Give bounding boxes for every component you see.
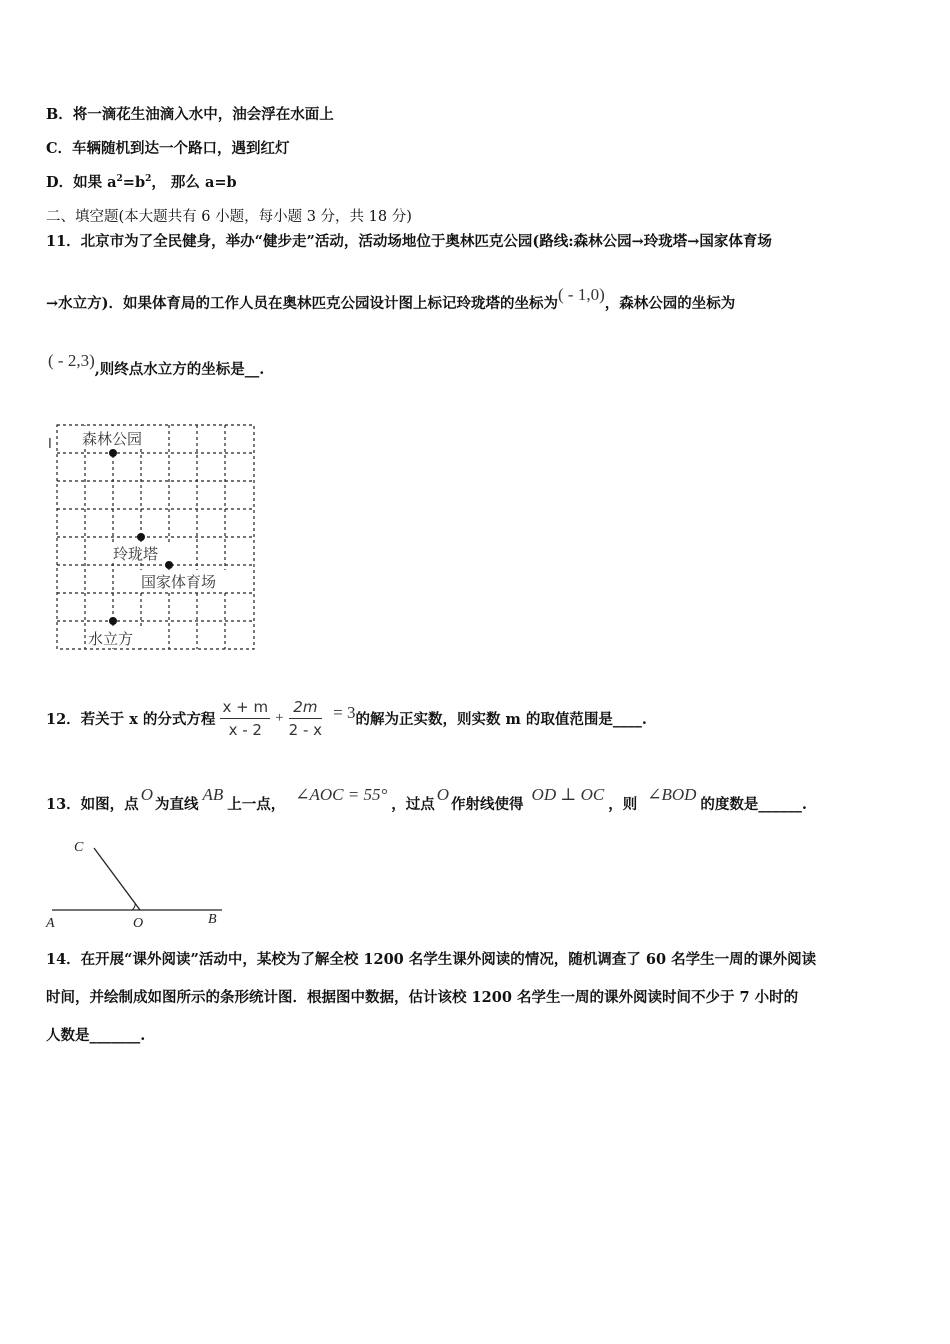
point-a-label: A (46, 916, 55, 931)
label-stadium: 国家体育场 (141, 573, 217, 591)
point-water-cube (109, 617, 117, 625)
q11-line3: ( - 2,3),则终点水立方的坐标是__. (48, 351, 265, 378)
option-c: C．车辆随机到达一个路口，遇到红灯 (46, 140, 290, 157)
label-water-cube: 水立方 (88, 630, 134, 648)
ray-oc (94, 848, 140, 910)
point-o-label: O (133, 916, 144, 931)
q14-line1: 14．在开展“课外阅读”活动中，某校为了解全校 1200 名学生课外阅读的情况，随机调查了 60 名学生一周的课外阅读 (46, 951, 817, 968)
point-forest-park (109, 449, 117, 457)
q12-fraction-1: $\frac{x + m}{x - 2}$ (222, 698, 269, 739)
point-b-label: B (208, 912, 217, 927)
q11-coord-pagoda: ( - 1,0) (558, 285, 605, 304)
point-stadium (165, 561, 173, 569)
point-pagoda (137, 533, 145, 541)
q11-line1: 11．北京市为了全民健身，举办“健步走”活动，活动场地位于奥林匹克公园(路线:森林公园→玲珑塔→国家体育场 (46, 233, 772, 250)
q11-line2: →水立方)．如果体育局的工作人员在奥林匹克公园设计图上标记玲珑塔的坐标为( - 1,0)，森林公园的坐标为 (46, 285, 736, 312)
q14-line2: 时间，并绘制成如图所示的条形统计图．根据图中数据，估计该校 1200 名学生一周的课外阅读时间不少于 7 小时的 (46, 989, 799, 1006)
label-pagoda: 玲珑塔 (113, 545, 159, 563)
map-corner-mark: I (48, 437, 52, 452)
point-c-label: C (74, 840, 84, 855)
q11-map-figure (46, 422, 258, 654)
q14-line3: 人数是_______. (46, 1027, 146, 1044)
angle-arc (132, 904, 135, 910)
q12-fraction-2: $\frac{2m}{2 - x}$ (288, 698, 323, 739)
label-forest-park: 森林公园 (82, 430, 143, 448)
option-d: D．如果 $a^2=b^2$， 那么 a=b (46, 174, 237, 191)
option-b: B．将一滴花生油滴入水中，油会浮在水面上 (46, 106, 334, 123)
q13-figure (44, 835, 234, 935)
map-grid (57, 425, 254, 649)
q12-line: 12．若关于 x 的分式方程 $\frac{x + m}{x - 2}$ + $\frac{2m}{2 - x}$ = 3的解为正实数，则实数 m 的取值范围是____. (46, 698, 647, 739)
q11-coord-forest: ( - 2,3) (48, 351, 95, 370)
q13-line: 13．如图，点O为直线AB上一点，∠AOC = 55°，过点O作射线使得OD ⊥ OC，则∠BOD的度数是______. (46, 785, 807, 813)
section-title: 二、填空题(本大题共有 6 小题，每小题 3 分，共 18 分) (46, 209, 412, 225)
